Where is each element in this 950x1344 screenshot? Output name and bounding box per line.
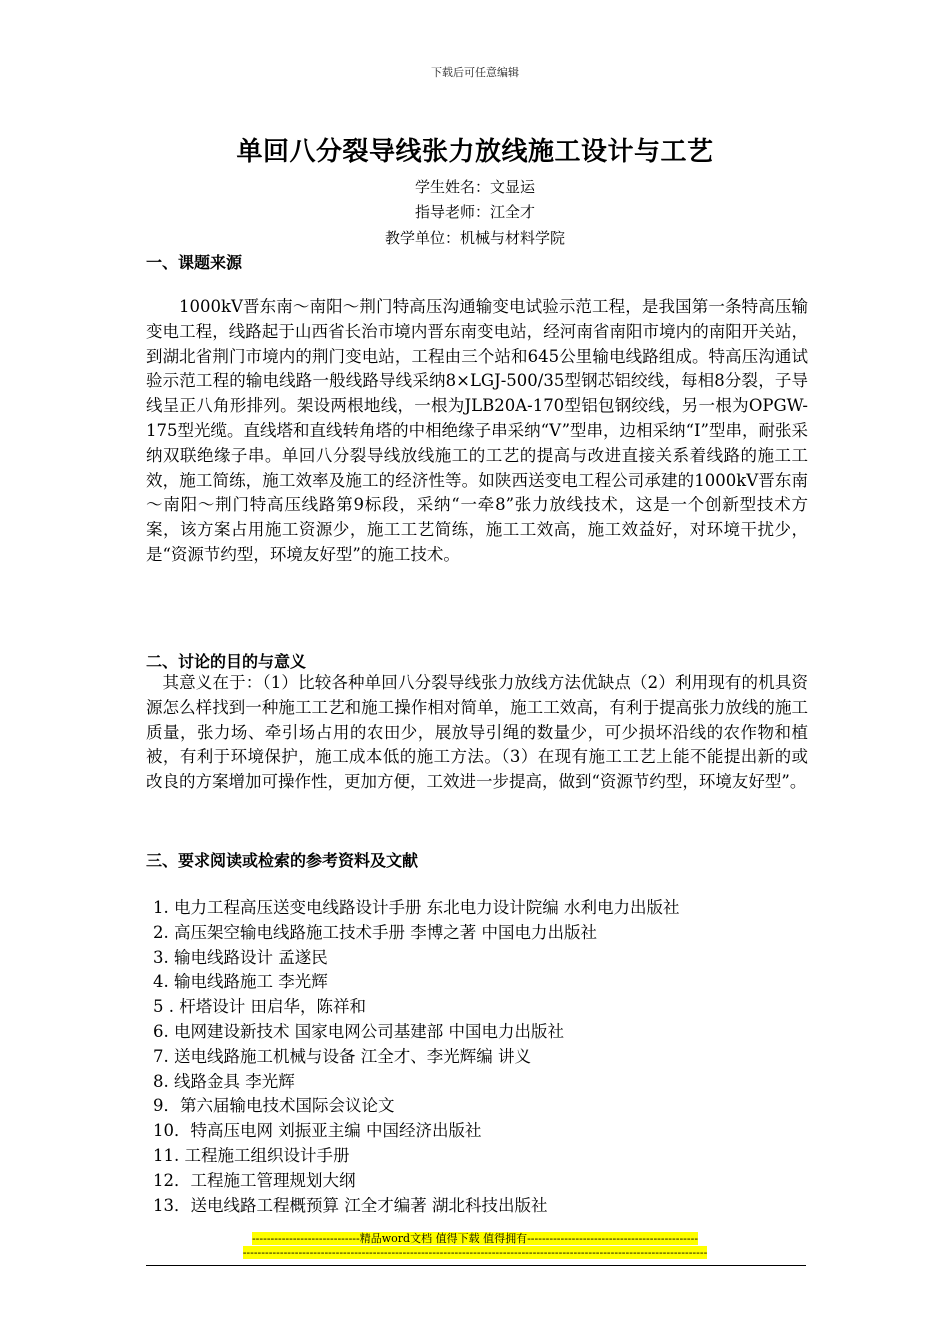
footer-banner-line-2 bbox=[0, 1246, 950, 1259]
footer-banner-line-1 bbox=[0, 1230, 950, 1246]
document-title: 单回八分裂导线张力放线施工设计与工艺 bbox=[236, 137, 714, 167]
reference-item: 8. 线路金具 李光辉 bbox=[153, 1071, 295, 1091]
reference-item: 10．特高压电网 刘振亚主编 中国经济出版社 bbox=[153, 1121, 482, 1141]
reference-item: 4. 输电线路施工 李光辉 bbox=[153, 972, 328, 992]
footer-banner-text: -----------------------------精品word文档 值得下载 值得拥有---------------------------------------------- bbox=[251, 1232, 699, 1245]
section-heading-purpose: 二、讨论的目的与意义 bbox=[146, 652, 307, 671]
reference-item: 6. 电网建设新技术 国家电网公司基建部 中国电力出版社 bbox=[153, 1021, 564, 1041]
section-body-purpose: 其意义在于：（1）比较各种单回八分裂导线张力放线方法优缺点（2）利用现有的机具资源怎么样找到一种施工工艺和施工操作相对简单，施工工效高，有利于提高张力放线的施工质量，张力场、牵引场占用的农田少，展放导引绳的数量少，可少损坏沿线的农作物和植被，有利于环境保护，施工成本低的施工方法。（3）在现有施工工艺上能不能提出新的或改良的方案增加可操作性，更加方便，工效进一步提高，做到“资源节约型，环境友好型”。 bbox=[146, 673, 808, 792]
reference-item: 12．工程施工管理规划大纲 bbox=[153, 1170, 356, 1190]
reference-item: 1. 电力工程高压送变电线路设计手册 东北电力设计院编 水利电力出版社 bbox=[153, 898, 680, 917]
student-name: 学生姓名：文显运 bbox=[414, 178, 535, 196]
reference-list bbox=[153, 896, 813, 1218]
section-heading-source: 一、课题来源 bbox=[146, 253, 243, 272]
section-body-source: 1000kV晋东南～南阳～荆门特高压沟通输变电试验示范工程，是我国第一条特高压输变电工程，线路起于山西省长治市境内晋东南变电站，经河南省南阳市境内的南阳开关站，到湖北省荆门市境内的荆门变电站，工程由三个站和645公里输电线路组成。特高压沟通试验示范工程的输电线路一般线路导线采纳8×LGJ-500/35型钢芯铝绞线，每相8分裂，子导线呈正八角形排列。架设两根地线，一根为JLB20A-170型铝包钢绞线，另一根为OPGW-175型光缆。直线塔和直线转角塔的中相绝缘子串采纳“V”型串，边相采纳“I”型串，耐张采纳双联绝缘子串。单回八分裂导线放线施工的工艺的提高与改进直接关系着线路的施工工效，施工简练，施工效率及施工的经济性等。如陕西送变电工程公司承建的1000kV晋东南～南阳～荆门特高压线路第9标段，采纳“一牵8”张力放线技术，这是一个创新型技术方案，该方案占用施工资源少，施工工艺简练，施工工效高，施工效益好，对环境干扰少，是“资源节约型，环境友好型”的施工技术。 bbox=[146, 297, 808, 564]
reference-item: 13．送电线路工程概预算 江全才编著 湖北科技出版社 bbox=[153, 1195, 548, 1215]
footer-banner-dashes: ----------------------------------------------------------------------------------------------------------------------------- bbox=[242, 1246, 708, 1259]
reference-item: 9．第六届输电技术国际会议论文 bbox=[153, 1096, 395, 1116]
teaching-unit: 教学单位：机械与材料学院 bbox=[384, 229, 565, 247]
header-note: 下载后可任意编辑 bbox=[431, 66, 519, 79]
reference-item: 7. 送电线路施工机械与设备 江全才、李光辉编 讲义 bbox=[153, 1046, 531, 1066]
reference-item: 5 . 杆塔设计 田启华，陈祥和 bbox=[153, 997, 366, 1017]
reference-item: 3. 输电线路设计 孟遂民 bbox=[153, 947, 328, 967]
reference-item: 11. 工程施工组织设计手册 bbox=[153, 1145, 350, 1165]
advisor-name: 指导老师：江全才 bbox=[414, 203, 535, 221]
reference-item: 2. 高压架空输电线路施工技术手册 李博之著 中国电力出版社 bbox=[153, 922, 597, 942]
footer-divider bbox=[146, 1265, 806, 1266]
section-heading-references: 三、要求阅读或检索的参考资料及文献 bbox=[146, 851, 419, 870]
